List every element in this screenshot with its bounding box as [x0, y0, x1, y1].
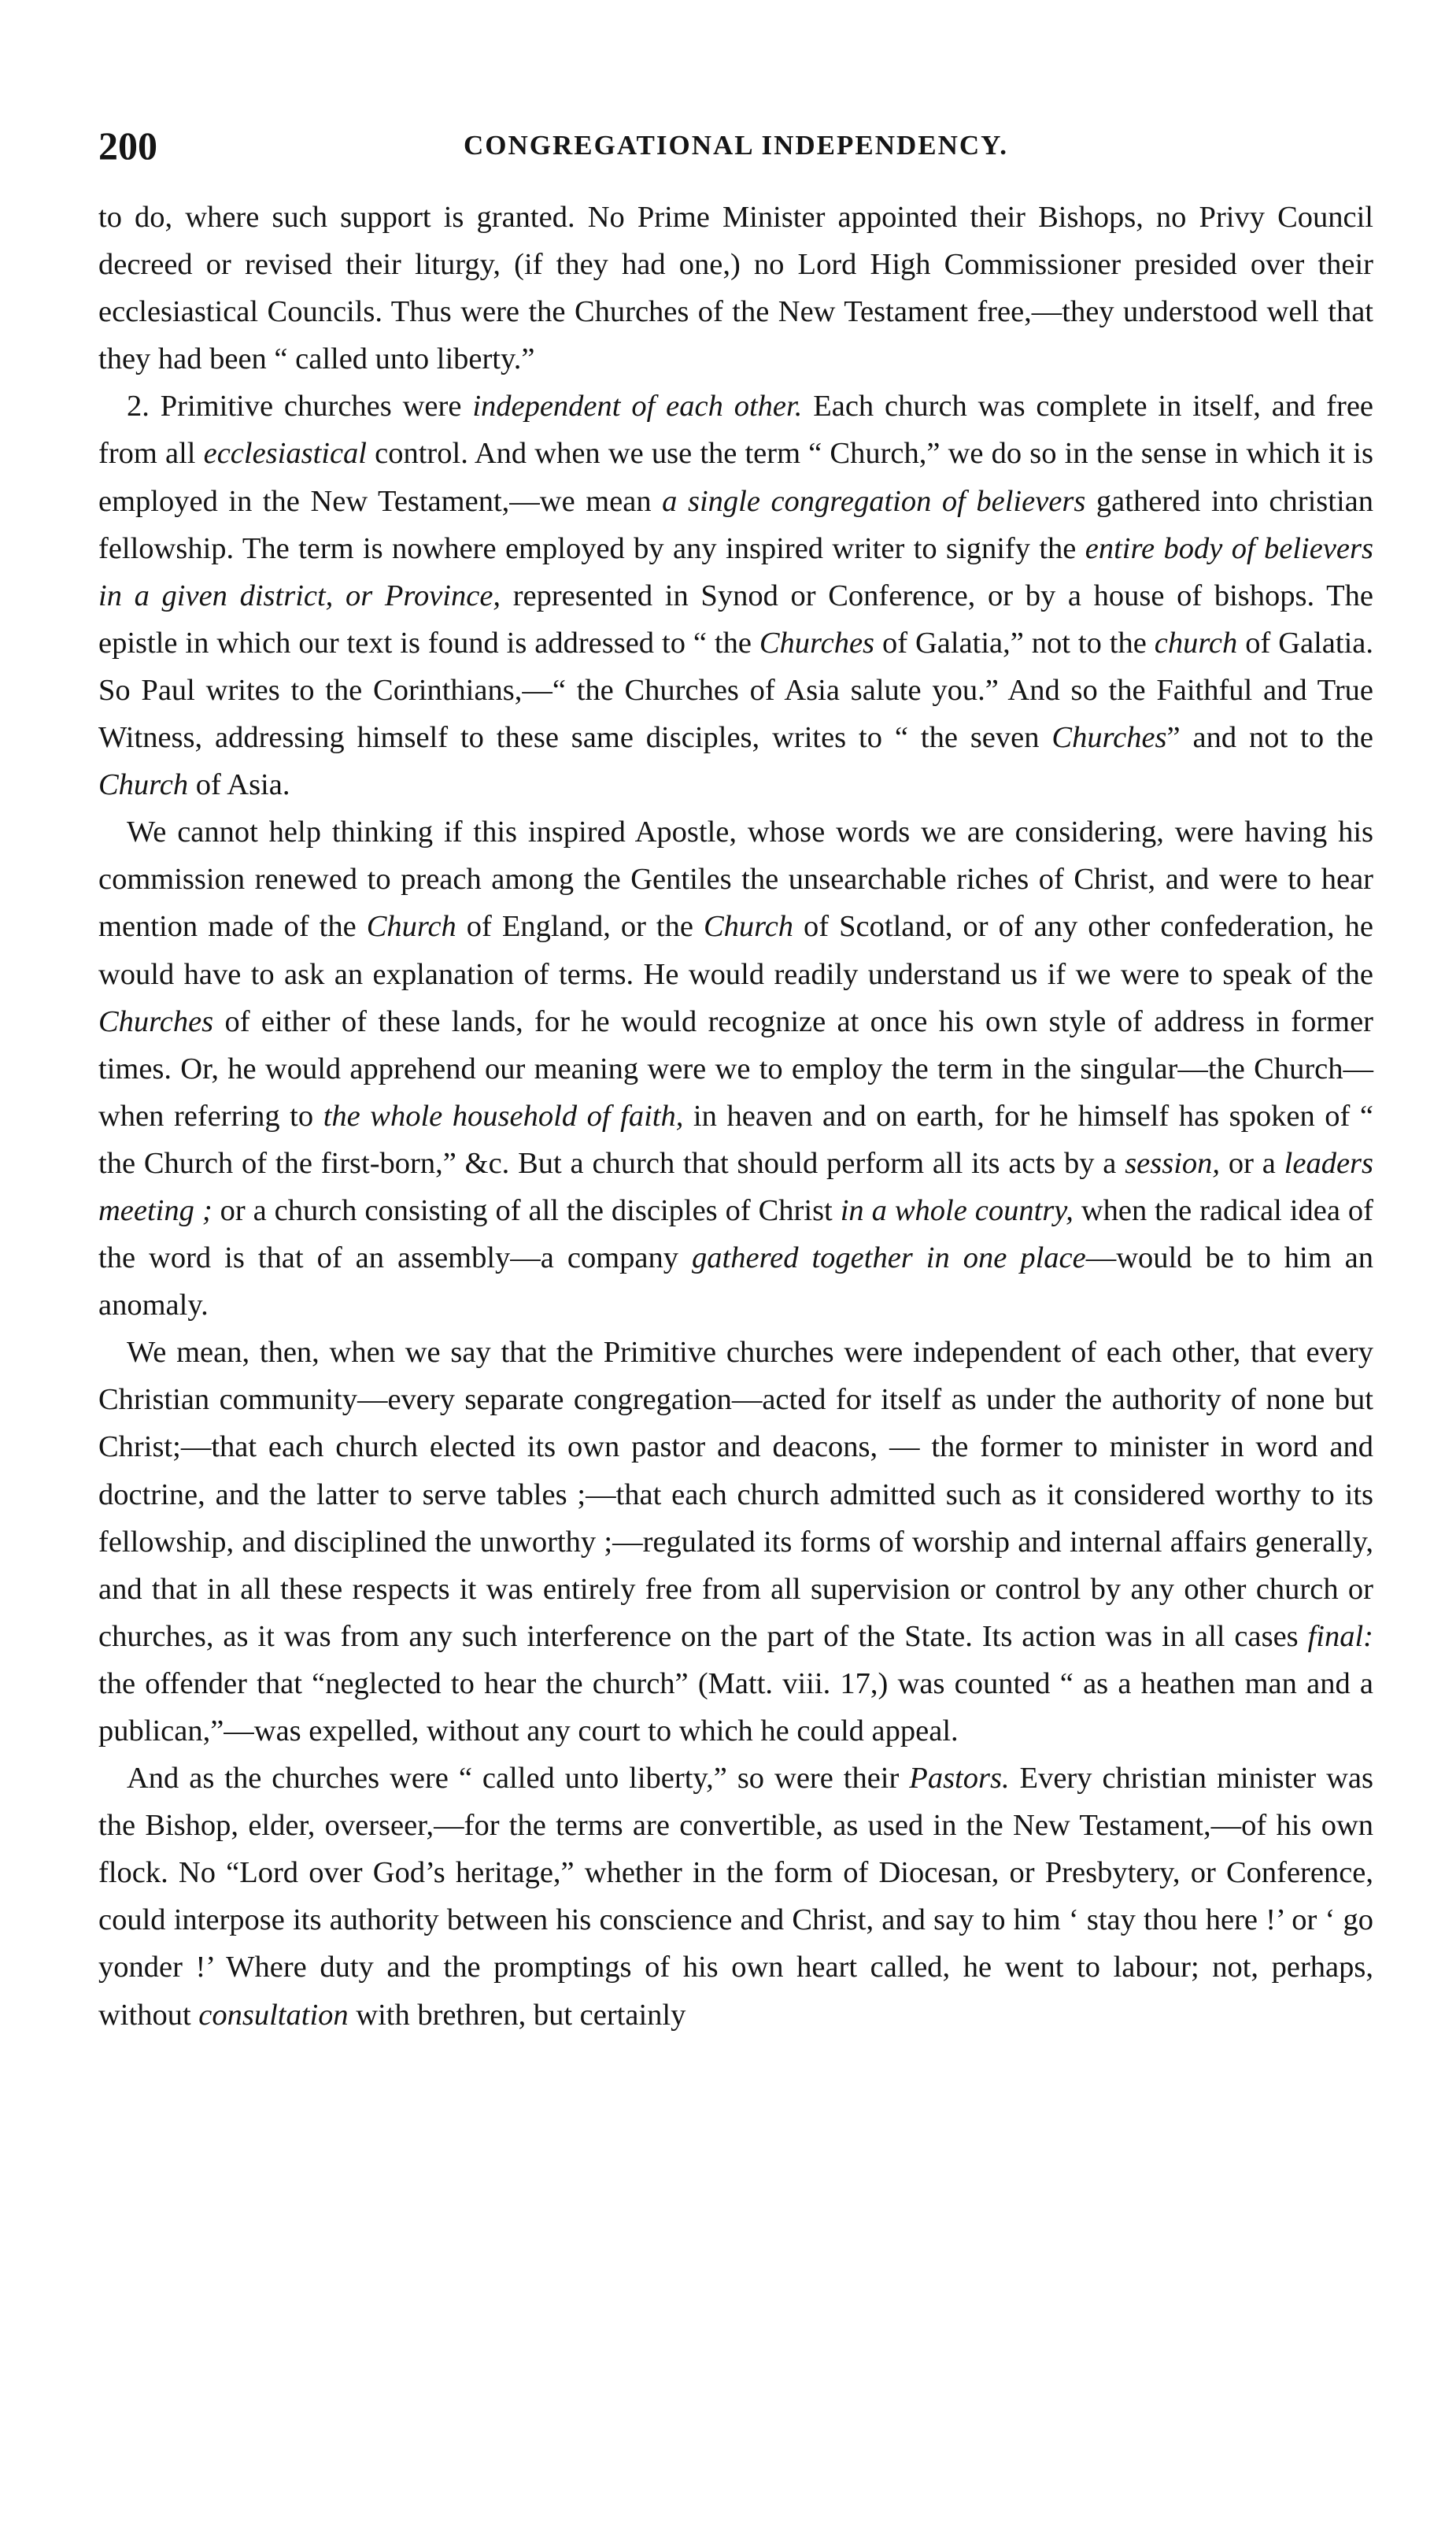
text-run: of Asia.	[188, 768, 290, 802]
text-run: And as the churches were “ called unto liberty,” so were their	[127, 1762, 910, 1796]
text-run: Every christian minister was the Bishop, elder, overseer,—for the terms are convertible, as used in the New Testament,—of his own flock. No “Lord over God’s heritage,” whether in the form of Diocesan, or Presbytery, or Conference, could interpose its authority between his conscience and Christ, and say to him ‘ stay thou here !’ or ‘ go yonder !’ Where duty and the promptings of his own heart called, he went to labour; not, perhaps, without	[98, 1762, 1373, 2032]
italic-text: Churches	[759, 626, 875, 660]
italic-text: in a whole country,	[840, 1193, 1074, 1227]
italic-text: leaders meeting ;	[98, 1146, 1373, 1227]
text-run: 2. Primitive churches were	[127, 390, 473, 423]
italic-text: ecclesiastical	[203, 437, 367, 471]
italic-text: Churches	[1051, 721, 1167, 755]
text-run: of Galatia,” not to the	[874, 626, 1155, 660]
italic-text: session,	[1125, 1146, 1221, 1180]
italic-text: Church	[98, 768, 189, 802]
italic-text: Church	[366, 910, 456, 944]
body-text	[98, 194, 1373, 2039]
italic-text: Church	[703, 910, 794, 944]
paragraph-5	[98, 1755, 1373, 2039]
italic-text: consultation	[198, 1998, 349, 2032]
paragraph-3	[98, 808, 1373, 1329]
text-run: ” and not to the	[1166, 721, 1373, 755]
italic-text: entire body of believers in a given district, or Province,	[98, 531, 1373, 612]
italic-text: independent of each other.	[472, 390, 803, 423]
italic-text: a single congregation of believers	[662, 484, 1086, 518]
text-run: of either of these lands, for he would recognize at once his own style of address in former times. Or, he would apprehend our meaning were we to employ the term in the singular—the Church—when referring to	[98, 1004, 1373, 1133]
text-run: to do, where such support is granted. No Prime Minister appointed their Bishops, no Privy Council decreed or revised their liturgy, (if they had one,) no Lord High Commissioner presided over their ecclesiastical Councils. Thus were the Churches of the New Testament free,—they understood well that they had been “ called unto liberty.”	[98, 201, 1373, 376]
italic-text: gathered together in one place	[692, 1241, 1086, 1275]
text-run: when the radical idea of the word is that of an assembly—a company	[98, 1193, 1373, 1275]
text-run: in heaven and on earth, for he himself has spoken of “ the Church of the first-born,” &c. But a church that should perform all its acts by a	[98, 1099, 1373, 1180]
running-head: CONGREGATIONAL INDEPENDENCY.	[464, 130, 1008, 161]
text-run: with brethren, but certainly	[348, 1998, 686, 2032]
text-run: gathered into christian fellowship. The term is nowhere employed by any inspired writer to signify the	[98, 484, 1374, 565]
text-run: of Galatia. So Paul writes to the Corinthians,—“ the Churches of Asia salute you.” And so the Faithful and True Witness, addressing himself to these same disciples, writes to “ the seven	[98, 626, 1373, 755]
text-run: —would be to him an anomaly.	[98, 1241, 1373, 1322]
text-run: Each church was complete in itself, and free from all	[98, 390, 1374, 471]
text-run: represented in Synod or Conference, or by a house of bishops. The epistle in which our text is found is addressed to “ the	[98, 579, 1373, 660]
text-run: the offender that “neglected to hear the church” (Matt. viii. 17,) was counted “ as a heathen man and a publican,”—was expelled, without any court to which he could appeal.	[98, 1666, 1373, 1747]
text-run: or a	[1220, 1146, 1284, 1180]
paragraph-4	[98, 1329, 1373, 1755]
text-run: control. And when we use the term “ Church,” we do so in the sense in which it is employed in the New Testament,—we mean	[98, 437, 1373, 518]
italic-text: the whole household of faith,	[323, 1099, 684, 1133]
text-run: of Scotland, or of any other confederation, he would have to ask an explanation of terms. He would readily understand us if we were to speak of the	[98, 910, 1374, 991]
page-number: 200	[98, 124, 157, 168]
text-run: We mean, then, when we say that the Primitive churches were independent of each other, that every Christian community—every separate congregation—acted for itself as under the authority of none but Christ;—that each church elected its own pastor and deacons, — the former to minister in word and doctrine, and the latter to serve tables ;—that each church admitted such as it considered worthy to its fellowship, and disciplined the unworthy ;—regulated its forms of worship and internal affairs generally, and that in all these respects it was entirely free from all supervision or control by any other church or churches, as it was from any such interference on the part of the State. Its action was in all cases	[98, 1336, 1373, 1653]
italic-text: church	[1154, 626, 1238, 660]
text-run: We cannot help thinking if this inspired Apostle, whose words we are considering, were having his commission renewed to preach among the Gentiles the unsearchable riches of Christ, and were to hear mention made of the	[98, 815, 1373, 944]
paragraph-1	[98, 194, 1373, 383]
text-run: of England, or the	[456, 910, 704, 944]
page-header	[98, 118, 1373, 173]
italic-text: final:	[1307, 1619, 1373, 1653]
italic-text: Pastors.	[909, 1762, 1010, 1796]
italic-text: Churches	[98, 1004, 214, 1038]
text-run: or a church consisting of all the disciples of Christ	[212, 1193, 841, 1227]
paragraph-2	[98, 383, 1373, 808]
